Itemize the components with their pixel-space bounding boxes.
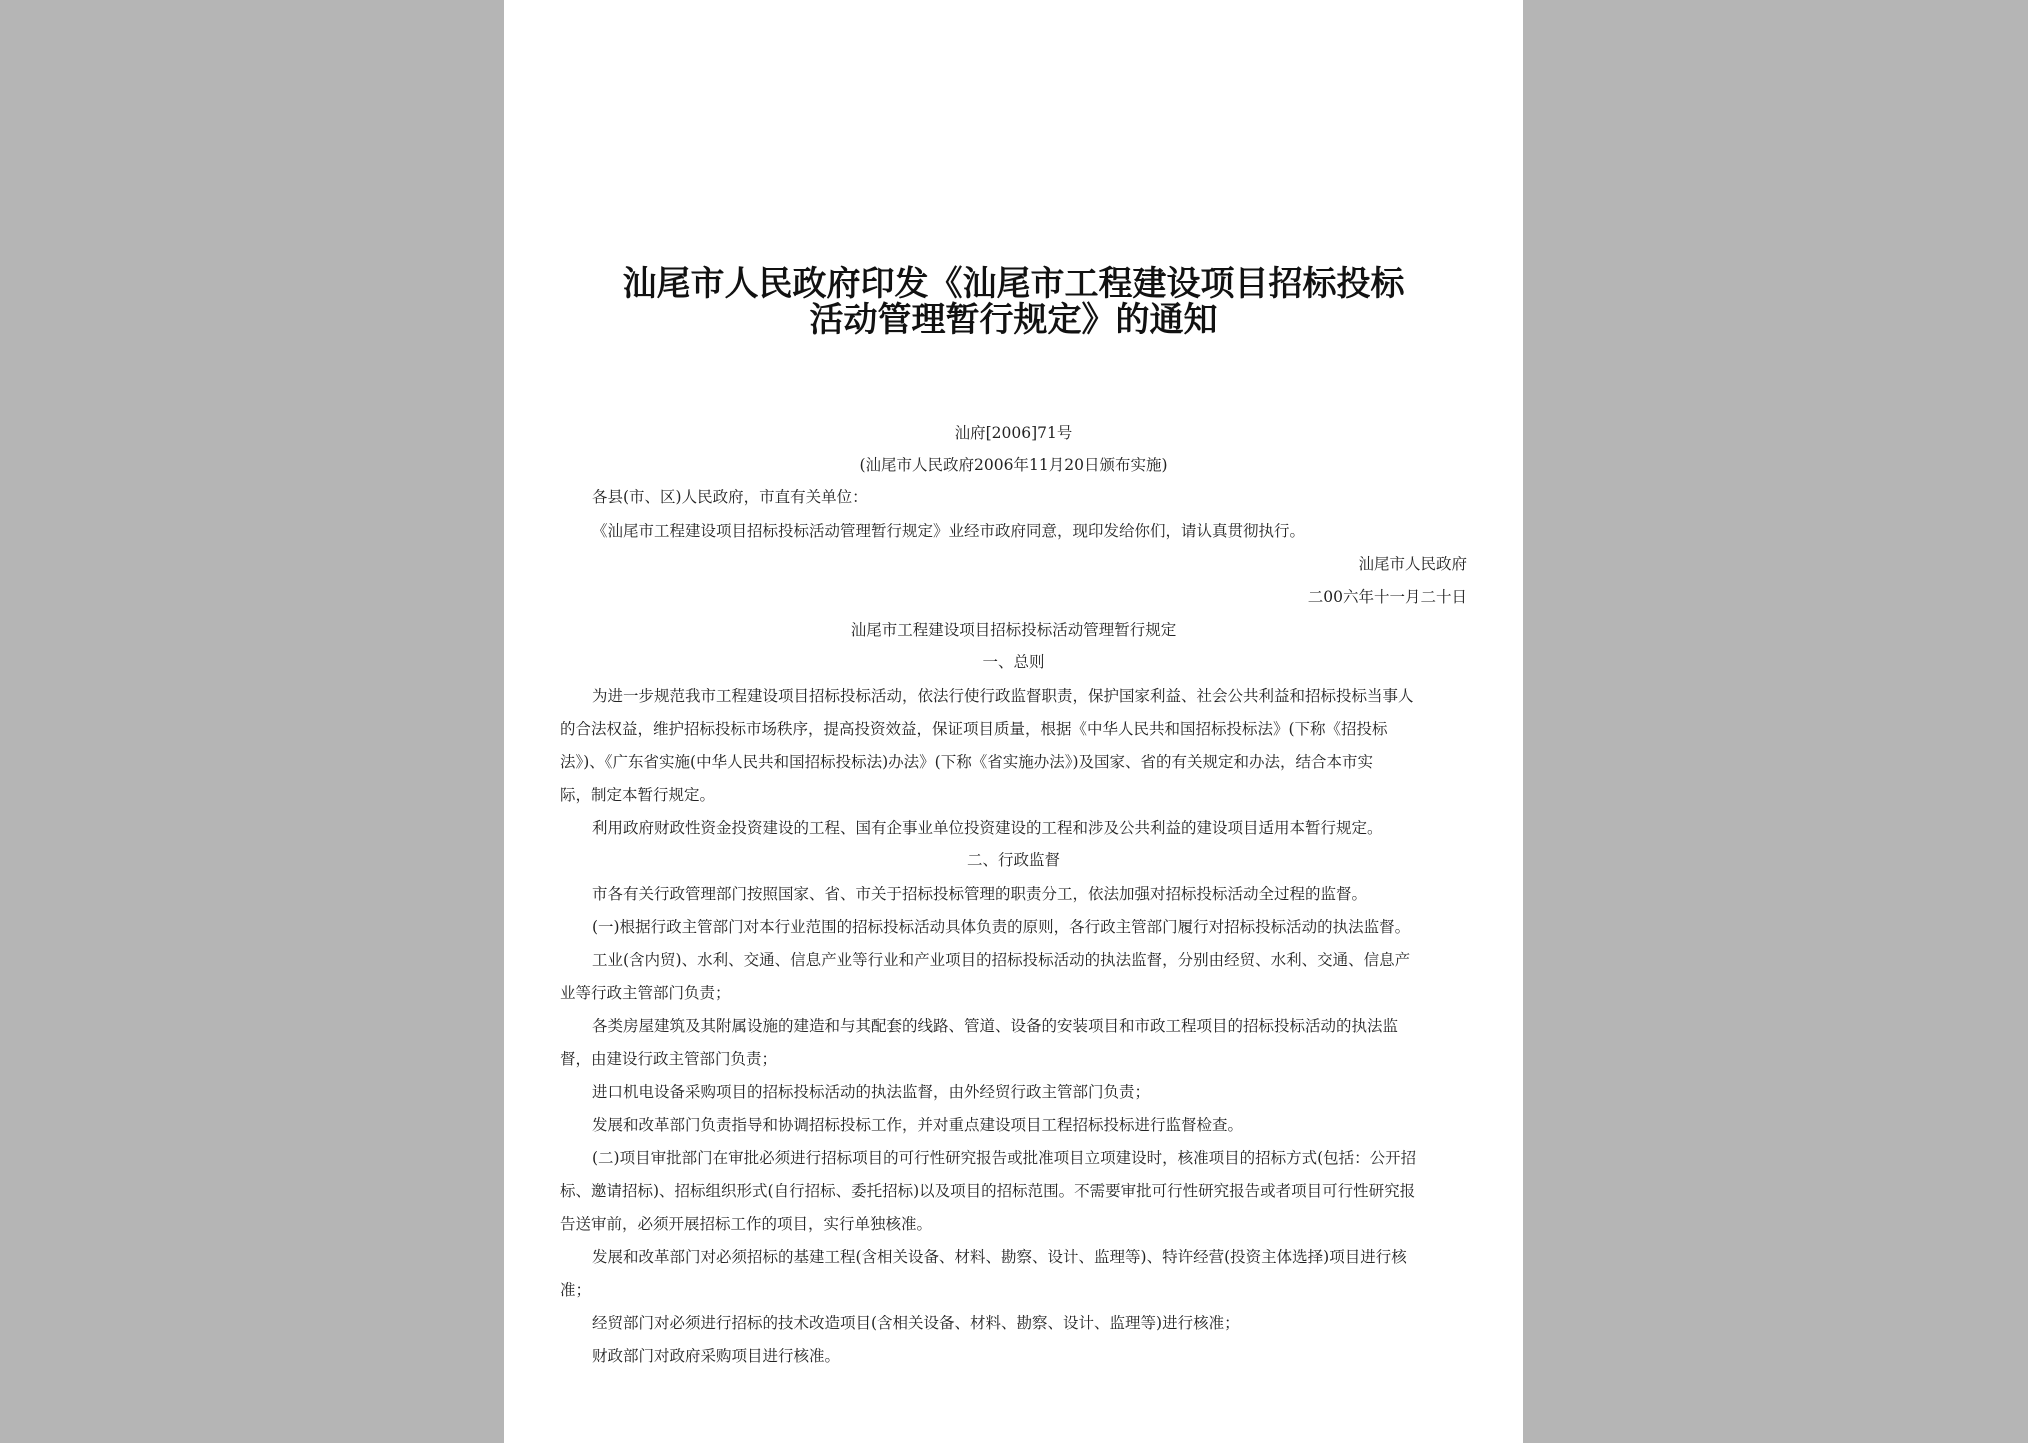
- paragraph-line: 财政部门对政府采购项目进行核准。: [592, 1347, 841, 1365]
- document-number: 汕府[2006]71号: [954, 424, 1073, 442]
- paragraph-line: 际，制定本暂行规定。: [560, 786, 716, 804]
- issue-note: (汕尾市人民政府2006年11月20日颁布实施): [859, 456, 1168, 474]
- salutation: 各县(市、区)人民政府，市直有关单位：: [592, 488, 868, 506]
- section-heading: 二、行政监督: [966, 851, 1060, 869]
- paragraph-line: 业等行政主管部门负责；: [560, 984, 731, 1002]
- paragraph-line: 发展和改革部门对必须招标的基建工程(含相关设备、材料、勘察、设计、监理等)、特许经营(投资主体选择)项目进行核: [592, 1248, 1407, 1266]
- paragraph-line: 为进一步规范我市工程建设项目招标投标活动，依法行使行政监督职责，保护国家利益、社会公共利益和招标投标当事人: [592, 687, 1414, 705]
- paragraph-line: 告送审前，必须开展招标工作的项目，实行单独核准。: [560, 1215, 933, 1233]
- paragraph-line: 进口机电设备采购项目的招标投标活动的执法监督，由外经贸行政主管部门负责；: [592, 1083, 1151, 1101]
- section-heading: 一、总则: [982, 653, 1045, 671]
- paragraph-line: 法》)、《广东省实施(中华人民共和国招标投标法)办法》(下称《省实施办法》)及国家、省的有关规定和办法，结合本市实: [560, 753, 1373, 771]
- document-title-line-2: 活动管理暂行规定》的通知: [809, 300, 1218, 340]
- paragraph-line: 督，由建设行政主管部门负责；: [560, 1050, 778, 1068]
- document-title-line-1: 汕尾市人民政府印发《汕尾市工程建设项目招标投标: [622, 264, 1405, 304]
- paragraph-line: 工业(含内贸)、水利、交通、信息产业等行业和产业项目的招标投标活动的执法监督，分别由经贸、水利、交通、信息产: [592, 951, 1411, 969]
- paragraph-line: 发展和改革部门负责指导和协调招标投标工作，并对重点建设项目工程招标投标进行监督检查。: [592, 1116, 1244, 1134]
- notice-body: 《汕尾市工程建设项目招标投标活动管理暂行规定》业经市政府同意，现印发给你们，请认真贯彻执行。: [592, 522, 1306, 540]
- paragraph-line: 利用政府财政性资金投资建设的工程、国有企事业单位投资建设的工程和涉及公共利益的建设项目适用本暂行规定。: [592, 819, 1383, 837]
- issue-date: 二00六年十一月二十日: [1307, 588, 1467, 606]
- paragraph-line: 各类房屋建筑及其附属设施的建造和与其配套的线路、管道、设备的安装项目和市政工程项目的招标投标活动的执法监: [592, 1017, 1399, 1035]
- paragraph-line: 标、邀请招标)、招标组织形式(自行招标、委托招标)以及项目的招标范围。不需要审批可行性研究报告或者项目可行性研究报: [560, 1182, 1416, 1200]
- paragraph-line: (一)根据行政主管部门对本行业范围的招标投标活动具体负责的原则，各行政主管部门履行对招标投标活动的执法监督。: [592, 918, 1411, 936]
- paragraph-line: 经贸部门对必须进行招标的技术改造项目(含相关设备、材料、勘察、设计、监理等)进行核准；: [592, 1314, 1240, 1332]
- paragraph-line: (二)项目审批部门在审批必须进行招标项目的可行性研究报告或批准项目立项建设时，核准项目的招标方式(包括：公开招: [592, 1149, 1417, 1167]
- paragraph-line: 市各有关行政管理部门按照国家、省、市关于招标投标管理的职责分工，依法加强对招标投标活动全过程的监督。: [592, 885, 1368, 903]
- signature: 汕尾市人民政府: [1358, 555, 1467, 573]
- paragraph-line: 准；: [560, 1281, 592, 1299]
- paragraph-line: 的合法权益，维护招标投标市场秩序，提高投资效益，保证项目质量，根据《中华人民共和国招标投标法》(下称《招投标: [560, 720, 1388, 738]
- regulation-title: 汕尾市工程建设项目招标投标活动管理暂行规定: [850, 621, 1177, 639]
- document-page: [504, 0, 1523, 1443]
